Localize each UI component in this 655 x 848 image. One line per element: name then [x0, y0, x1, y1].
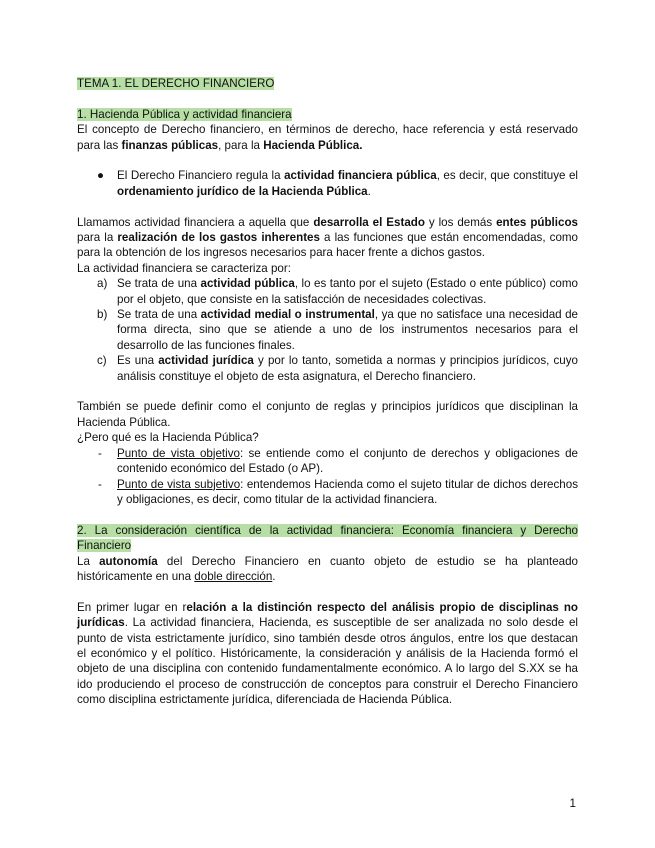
list-item: - Punto de vista subjetivo: entendemos Hacienda como el sujeto titular de dichos derechos y obligaciones, es decir, como titular de la actividad financiera. [98, 477, 578, 506]
item-marker: a) [97, 277, 108, 291]
section-1-heading [77, 107, 578, 122]
bullet-list [77, 168, 578, 199]
section-1-intro: El concepto de Derecho financiero, en términos de derecho, hace referencia y está reservado para las finanzas públicas, para la Hacienda Pública. [77, 123, 578, 152]
list-item: - Punto de vista objetivo: se entiende como el conjunto de derechos y obligaciones de contenido económico del Estado (o AP). [98, 446, 578, 476]
list-item: ● El Derecho Financiero regula la actividad financiera pública, es decir, que constituye el ordenamiento jurídico de la Hacienda Pública. [97, 169, 578, 198]
list-item: a) Se trata de una actividad pública, lo es tanto por el sujeto (Estado o ente público) como por el objeto, que consiste en la satisfacción de necesidades colectivas. [97, 277, 578, 306]
title-text: TEMA 1. EL DERECHO FINANCIERO [77, 77, 275, 90]
section-2-heading [77, 523, 578, 554]
characterizes-line: La actividad financiera se caracteriza por: [77, 261, 291, 275]
activity-definition-paragraph: Llamamos actividad financiera a aquella que desarrolla el Estado y los demás entes públicos para la realización de los gastos inherentes a las funciones que están encomendadas, como para la obtención de los ingresos necesarios para hacer frente a dichos gastos. [77, 215, 578, 260]
distinction-paragraph: En primer lugar en relación a la distinción respecto del análisis propio de disciplinas no jurídicas. La actividad financiera, Hacienda, es susceptible de ser analizada no solo desde el punto de vista estrictamente jurídico, sino también desde otros ángulos, entre los que destacan el económico y el político. Históricamente, la consideración y análisis de la Hacienda formó el objeto de una disciplina con contenido fundamentalmente económico. A lo largo del S.XX se ha ido produciendo el proceso de construcción de conceptos para construir el Derecho Financiero como disciplina estrictamente jurídica, diferenciada de Hacienda Pública. [77, 600, 578, 707]
question-line: ¿Pero qué es la Hacienda Pública? [77, 431, 259, 445]
page-number: 1 [569, 797, 576, 810]
dash-marker: - [98, 477, 102, 491]
dash-marker: - [98, 446, 102, 460]
characteristics-list [77, 276, 578, 384]
item-marker: c) [97, 354, 107, 368]
section-2-heading-text: 2. La consideración científica de la actividad financiera: Economía financiera y Derecho Financiero [77, 523, 578, 553]
document-title [77, 76, 578, 91]
item-marker: b) [97, 308, 108, 322]
section-1-heading-text: 1. Hacienda Pública y actividad financiera [77, 107, 292, 121]
definition-paragraph: También se puede definir como el conjunto de reglas y principios jurídicos que disciplinan la Hacienda Pública. [77, 400, 578, 429]
list-item: b) Se trata de una actividad medial o instrumental, ya que no satisface una necesidad de forma directa, sino que se atiende a uno de los instrumentos necesarios para el desarrollo de las funciones finales. [97, 308, 578, 352]
bullet-marker: ● [97, 169, 105, 183]
autonomy-paragraph: La autonomía del Derecho Financiero en cuanto objeto de estudio se ha planteado históricamente en una doble dirección. [77, 554, 578, 583]
viewpoints-list [77, 446, 578, 508]
list-item: c) Es una actividad jurídica y por lo tanto, sometida a normas y principios jurídicos, cuyo análisis constituye el objeto de esta asignatura, el Derecho financiero. [97, 354, 578, 383]
